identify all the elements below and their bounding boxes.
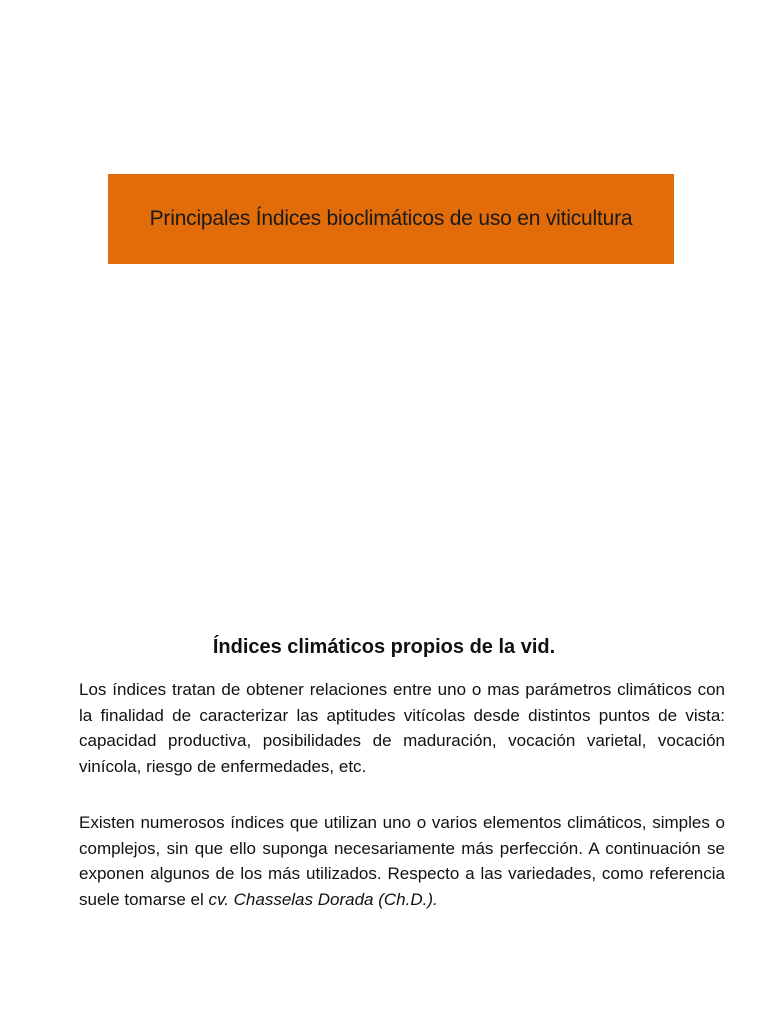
paragraph-2-italic: cv. Chasselas Dorada (Ch.D.).	[208, 889, 438, 909]
paragraph-2-text: Existen numerosos índices que utilizan uno o varios elementos climáticos, simples o complejos, sin que ello suponga necesariamente más perfección. A continuación se exponen algunos de los más utilizados. Respecto a las variedades, como referencia suele tomarse el	[79, 813, 725, 909]
title-banner	[108, 174, 674, 264]
slide-title: Principales Índices bioclimáticos de uso en viticultura	[149, 207, 633, 230]
paragraph-2	[79, 810, 725, 912]
section-heading: Índices climáticos propios de la vid.	[212, 636, 556, 658]
paragraph-1: Los índices tratan de obtener relaciones entre uno o mas parámetros climáticos con la finalidad de caracterizar las aptitudes vitícolas desde distintos puntos de vista: capacidad productiva, posibilidades de maduración, vocación varietal, vocación vinícola, riesgo de enfermedades, etc.	[79, 680, 725, 776]
